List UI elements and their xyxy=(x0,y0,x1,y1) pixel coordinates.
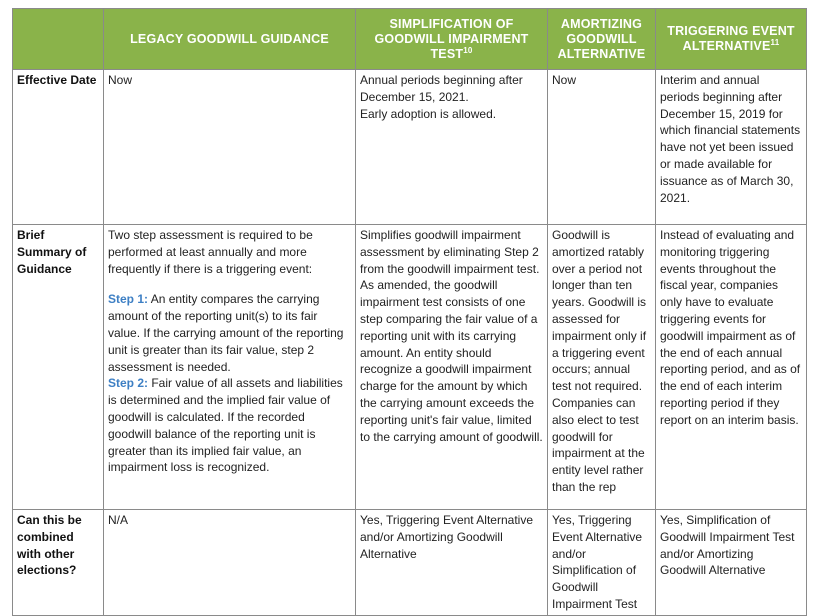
step2-label: Step 2: xyxy=(108,376,149,391)
header-amortizing-text: AMORTIZING GOODWILL ALTERNATIVE xyxy=(557,16,646,61)
brief-summary-label: Brief Summary of Guidance xyxy=(13,225,104,510)
effective-simplification xyxy=(356,70,548,225)
step1-text: An entity compares the carrying amount of the reporting unit(s) to its fair value. If the carrying amount of the reporting unit is greater than its fair value, step 2 assessment is needed. xyxy=(108,292,344,374)
summary-amortizing: Goodwill is amortized ratably over a period not longer than ten years. Goodwill is assessed for impairment only if a triggering event occurs; annual test not required. Companies can also elect to test goodwill for impairment at the entity level rather than the rep xyxy=(548,225,656,510)
effective-amortizing: Now xyxy=(548,70,656,225)
row-brief-summary xyxy=(13,225,807,510)
header-amortizing xyxy=(548,9,656,70)
combine-label: Can this be combined with other elections? xyxy=(13,510,104,616)
summary-triggering: Instead of evaluating and monitoring triggering events throughout the fiscal year, companies only have to evaluate triggering events for goodwill impairment as of the end of each annual reporting period, and as of the end of each interim reporting period if they report on an interim basis. xyxy=(656,225,807,510)
header-triggering xyxy=(656,9,807,70)
effective-triggering: Interim and annual periods beginning after December 15, 2019 for which financial statements have not yet been issued or made available for issuance as of March 30, 2021. xyxy=(656,70,807,225)
summary-legacy-step1 xyxy=(108,291,351,375)
summary-legacy-step2 xyxy=(108,375,351,476)
combine-legacy: N/A xyxy=(104,510,356,616)
goodwill-comparison-table xyxy=(12,8,807,616)
summary-simplification-text-1: Simplifies goodwill impairment assessment by eliminating Step 2 from the goodwill impairment test. xyxy=(360,228,540,276)
header-row xyxy=(13,9,807,70)
header-legacy-text: LEGACY GOODWILL GUIDANCE xyxy=(130,31,329,46)
summary-simplification xyxy=(356,225,548,510)
summary-legacy xyxy=(104,225,356,510)
effective-legacy: Now xyxy=(104,70,356,225)
combine-simplification: Yes, Triggering Event Alternative and/or Amortizing Goodwill Alternative xyxy=(356,510,548,616)
step1-label: Step 1: xyxy=(108,292,149,307)
step2-text: Fair value of all assets and liabilities is determined and the implied fair value of goodwill is calculated. If the recorded goodwill balance of the reporting unit is greater than its implied fair value, an impairment loss is recognized. xyxy=(108,376,343,475)
row-combine xyxy=(13,510,807,616)
footnote-11: 11 xyxy=(770,37,780,47)
paragraph-gap xyxy=(108,277,351,291)
summary-legacy-intro: Two step assessment is required to be performed at least annually and more frequently if there is a triggering event: xyxy=(108,228,313,276)
header-simplification xyxy=(356,9,548,70)
row-effective-date xyxy=(13,70,807,225)
header-legacy xyxy=(104,9,356,70)
header-triggering-text: TRIGGERING EVENT ALTERNATIVE xyxy=(667,24,795,53)
header-blank-cell xyxy=(13,9,104,70)
effective-simplification-text-2: Early adoption is allowed. xyxy=(360,106,497,121)
header-simplification-text: SIMPLIFICATION OF GOODWILL IMPAIRMENT TEST xyxy=(374,16,529,61)
combine-triggering: Yes, Simplification of Goodwill Impairment Test and/or Amortizing Goodwill Alternative xyxy=(656,510,807,616)
footnote-10: 10 xyxy=(463,45,473,55)
combine-amortizing: Yes, Triggering Event Alternative and/or Simplification of Goodwill Impairment Test xyxy=(548,510,656,616)
effective-simplification-text-1: Annual periods beginning after December 15, 2021. xyxy=(360,73,523,104)
summary-simplification-text-2: As amended, the goodwill impairment test consists of one step comparing the fair value of a reporting unit with its carrying amount. An entity should recognize a goodwill impairment charge for the amount by which the carrying amount exceeds the reporting unit's fair value, limited to the carrying amount of goodwill. xyxy=(360,278,543,444)
effective-date-label: Effective Date xyxy=(13,70,104,225)
